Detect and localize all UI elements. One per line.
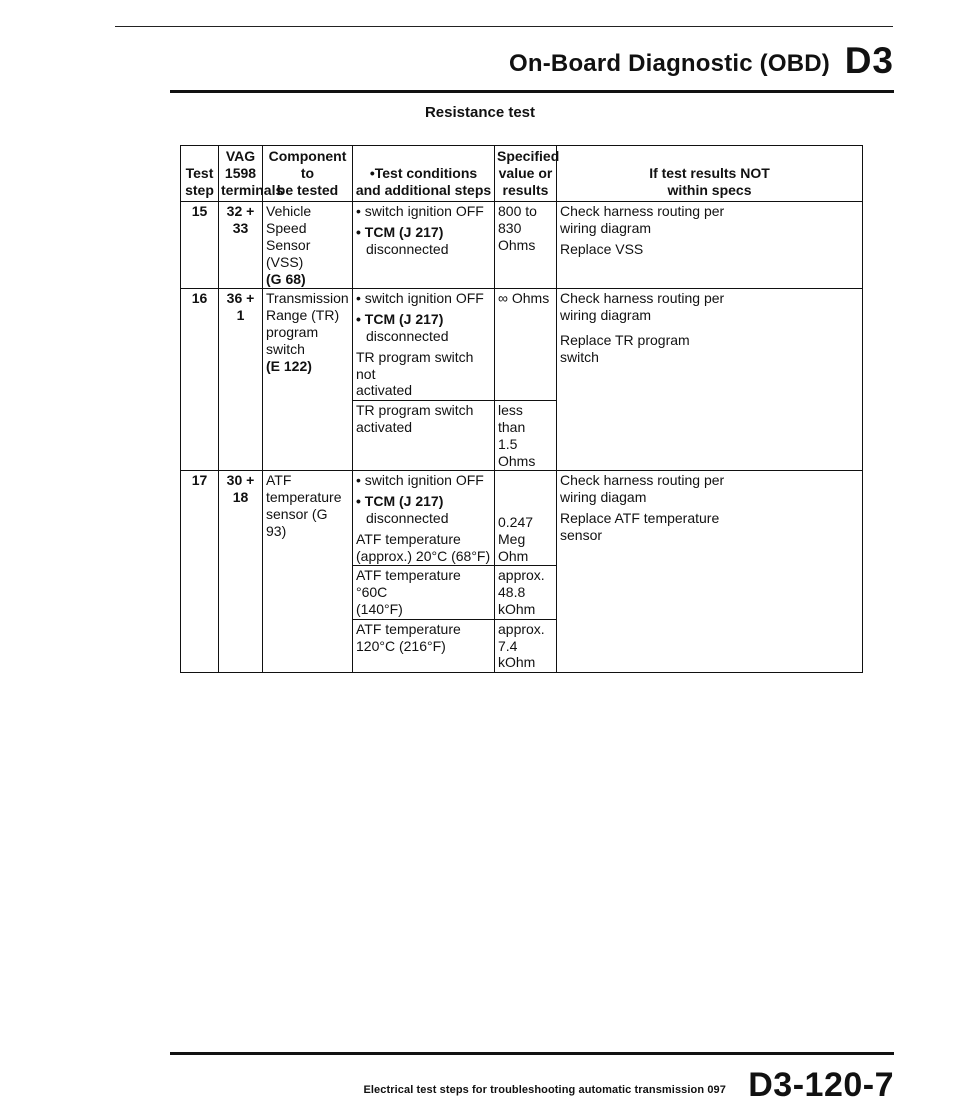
page-footer bbox=[170, 1060, 894, 1110]
table-header-row bbox=[181, 146, 863, 202]
test-conditions: ATF temperature °60C (140°F) bbox=[353, 566, 495, 619]
test-conditions: TR program switch activated bbox=[353, 401, 495, 471]
specified-value: less than 1.5 Ohms bbox=[495, 401, 557, 471]
test-conditions: • switch ignition OFF • TCM (J 217) disconnected TR program switch not activated bbox=[353, 289, 495, 401]
if-not-within-specs: Check harness routing per wiring diagam Replace ATF temperature sensor bbox=[557, 471, 863, 673]
step-number: 17 bbox=[181, 471, 219, 673]
specified-value: 800 to 830 Ohms bbox=[495, 202, 557, 289]
header-rule bbox=[170, 90, 894, 93]
terminals: 32 + 33 bbox=[219, 202, 263, 289]
if-not-within-specs: Check harness routing per wiring diagram Replace TR program switch bbox=[557, 289, 863, 471]
header-conditions: •Test conditions and additional steps bbox=[353, 146, 495, 202]
table-row bbox=[181, 289, 863, 401]
terminals: 30 + 18 bbox=[219, 471, 263, 673]
terminals: 36 + 1 bbox=[219, 289, 263, 471]
step-number: 15 bbox=[181, 202, 219, 289]
footer-rule bbox=[170, 1052, 894, 1055]
header-component: Component to be tested bbox=[263, 146, 353, 202]
test-conditions: • switch ignition OFF • TCM (J 217) disconnected ATF temperature (approx.) 20°C (68°F) bbox=[353, 471, 495, 566]
specified-value: ∞ Ohms bbox=[495, 289, 557, 401]
table-row bbox=[181, 471, 863, 566]
resistance-test-table bbox=[180, 145, 863, 673]
component: Transmission Range (TR) program switch (E 122) bbox=[263, 289, 353, 471]
page-title: On-Board Diagnostic (OBD) bbox=[509, 50, 830, 77]
component: ATF temperature sensor (G 93) bbox=[263, 471, 353, 673]
component: Vehicle Speed Sensor (VSS) (G 68) bbox=[263, 202, 353, 289]
if-not-within-specs: Check harness routing per wiring diagram Replace VSS bbox=[557, 202, 863, 289]
section-code: D3 bbox=[844, 40, 894, 81]
header-test-step: Test step bbox=[181, 146, 219, 202]
specified-value: 0.247 Meg Ohm bbox=[495, 471, 557, 566]
header-if-not-within-specs: If test results NOT within specs bbox=[557, 146, 863, 202]
top-rule bbox=[115, 26, 893, 27]
page-header bbox=[170, 40, 894, 88]
table-row bbox=[181, 202, 863, 289]
test-conditions: ATF temperature 120°C (216°F) bbox=[353, 619, 495, 672]
header-terminals: VAG 1598 terminals bbox=[219, 146, 263, 202]
footer-text: Electrical test steps for troubleshooting automatic transmission 097 bbox=[363, 1084, 726, 1096]
specified-value: approx. 48.8 kOhm bbox=[495, 566, 557, 619]
page-number: D3-120-7 bbox=[748, 1066, 894, 1104]
section-title: Resistance test bbox=[424, 104, 536, 121]
header-specified: Specified value or results bbox=[495, 146, 557, 202]
specified-value: approx. 7.4 kOhm bbox=[495, 619, 557, 672]
test-conditions: • switch ignition OFF • TCM (J 217) disconnected bbox=[353, 202, 495, 289]
step-number: 16 bbox=[181, 289, 219, 471]
